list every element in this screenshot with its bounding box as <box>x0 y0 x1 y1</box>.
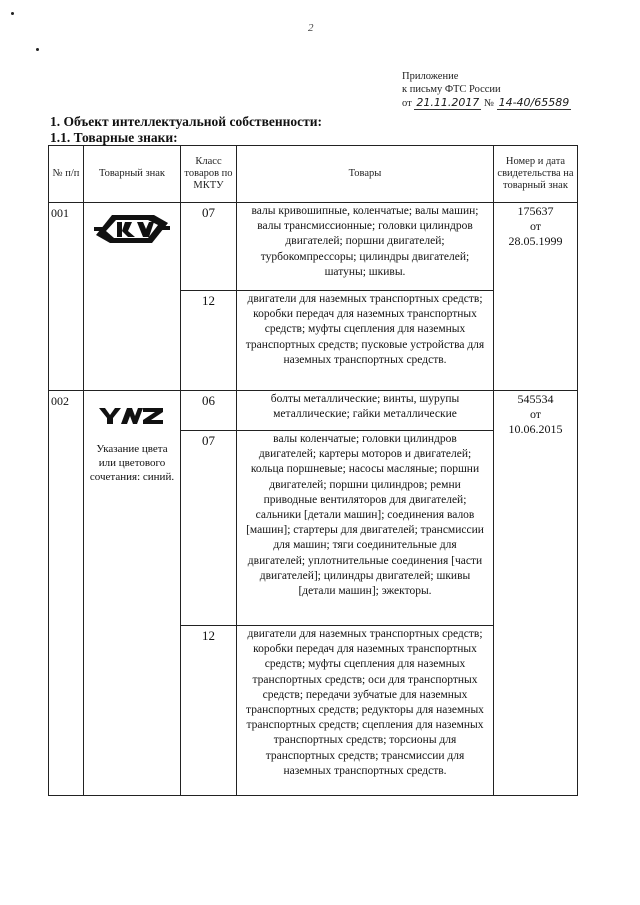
trademark-cell <box>84 203 181 391</box>
scan-speck <box>36 48 39 51</box>
goods-list: двигатели для наземных транспортных средств; коробки передач для наземных транспортных средств; муфты сцепления для наземных транспортных средств; оси для транспортных средств; передачи зубчатые для наземных транспортных средств; редукторы для наземных транспортных средств; сцепления для наземных транспортных средств; торсионы для транспортных средств; трансмиссии для наземных транспортных средств. <box>237 626 494 796</box>
appendix-title: Приложение <box>402 71 459 82</box>
header-mark: Товарный знак <box>84 146 181 203</box>
header-cert: Номер и дата свидетельства на товарный знак <box>494 146 578 203</box>
appendix-date-number: от 21.11.2017 № 14-40/65589 <box>402 96 570 109</box>
certificate-cell: 175637 от 28.05.1999 <box>494 203 578 391</box>
subsection-heading: 1.1. Товарные знаки: <box>50 130 178 145</box>
goods-list: двигатели для наземных транспортных средств; коробки передач для наземных транспортных средств; муфты сцепления для наземных транспортных средств; пусковые устройства для наземных транспортных средств. <box>237 291 494 391</box>
certificate-date: 10.06.2015 <box>508 422 563 436</box>
yam-logo-icon <box>92 209 172 249</box>
scan-speck <box>11 12 14 15</box>
certificate-date: 28.05.1999 <box>508 234 563 248</box>
class-code: 06 <box>181 391 237 431</box>
goods-list: валы коленчатые; головки цилиндров двигателей; картеры моторов и двигателей; кольца поршневые; насосы масляные; поршни двигателей; поршни цилиндров; ремни приводные вентиляторов для двигателей; сальники [детали машин]; соединения валов [машин]; стартеры для двигателей; трансмиссии для машин; тяги соединительные для двигателей; уплотнительные соединения [части двигателей]; цилиндры двигателей; шкивы [детали машин]; эжекторы. <box>237 431 494 626</box>
class-code: 12 <box>181 291 237 391</box>
table-row <box>49 203 578 291</box>
row-number: 002 <box>49 391 84 796</box>
certificate-number: 175637 <box>517 204 554 218</box>
ymz-logo-icon <box>97 405 167 427</box>
appendix-block <box>402 70 571 110</box>
header-class: Класс товаров по МКТУ <box>181 146 237 203</box>
class-code: 07 <box>181 431 237 626</box>
certificate-cell: 545534 от 10.06.2015 <box>494 391 578 796</box>
appendix-date: 21.11.2017 <box>416 96 480 109</box>
header-num: № п/п <box>49 146 84 203</box>
appendix-number: 14-40/65589 <box>498 96 570 109</box>
appendix-letter-ref: к письму ФТС России <box>402 84 501 95</box>
goods-list: валы кривошипные, коленчатые; валы машин; валы трансмиссионные; головки цилиндров двигателей; поршни двигателей; турбокомпрессоры; цилиндры двигателей; шатуны; шкивы. <box>237 203 494 291</box>
page-number: 2 <box>308 22 314 34</box>
header-goods: Товары <box>237 146 494 203</box>
table-row <box>49 391 578 431</box>
trademarks-table <box>48 145 578 796</box>
certificate-number: 545534 <box>517 392 554 406</box>
class-code: 12 <box>181 626 237 796</box>
row-number: 001 <box>49 203 84 391</box>
class-code: 07 <box>181 203 237 291</box>
trademark-cell <box>84 391 181 796</box>
section-heading: 1. Объект интеллектуальной собственности: <box>50 114 323 129</box>
goods-list: болты металлические; винты, шурупы металлические; гайки металлические <box>237 391 494 431</box>
color-indication-note: Указание цвета или цветового сочетания: синий. <box>89 443 175 483</box>
